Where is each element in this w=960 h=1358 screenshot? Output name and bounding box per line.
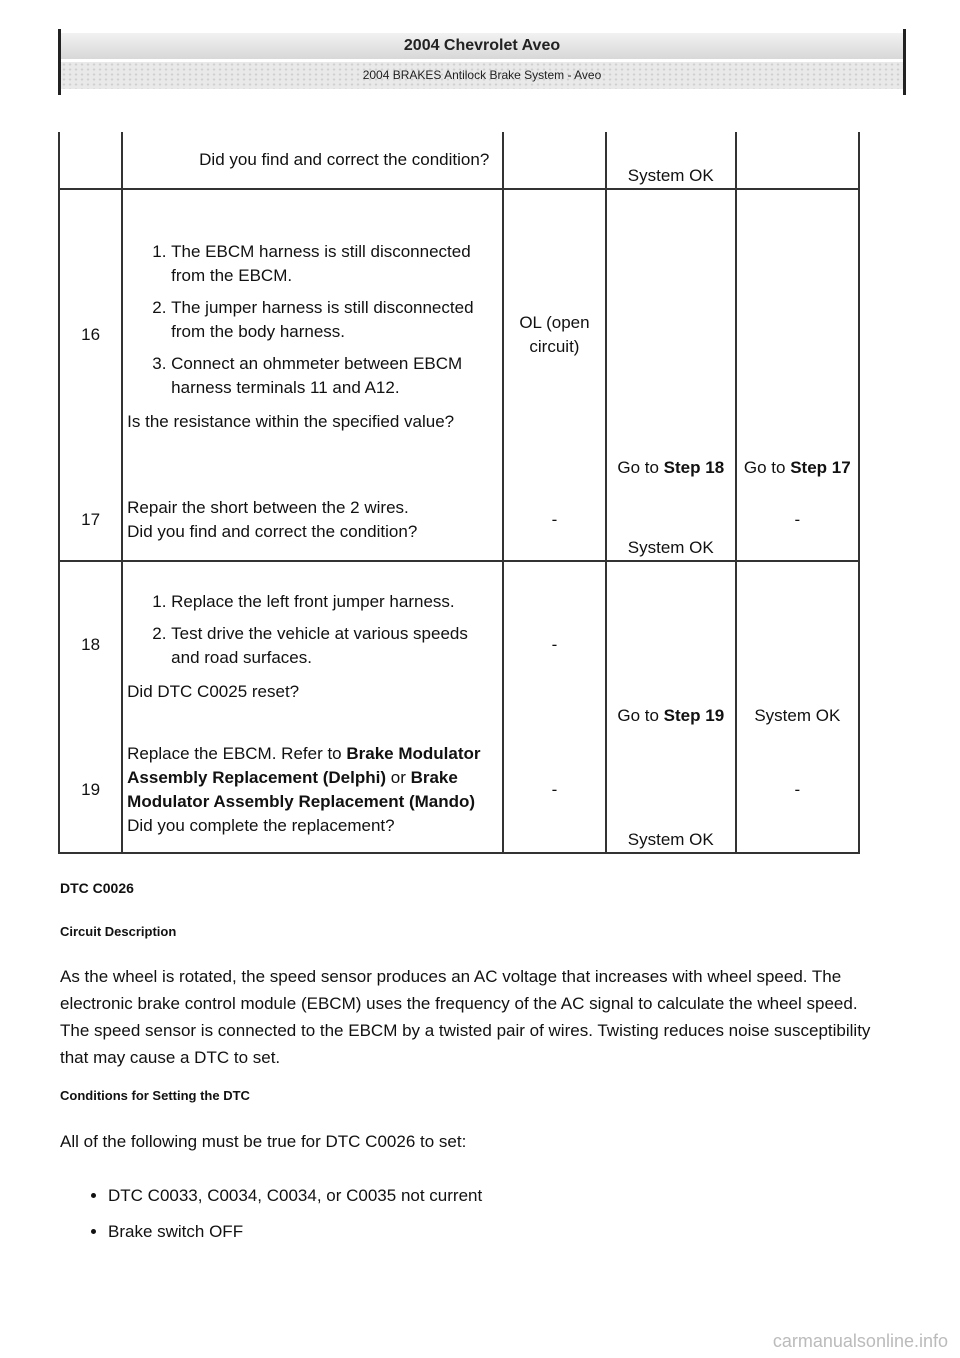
yes-prefix: Go to bbox=[617, 458, 664, 477]
list-item: 2. Test drive the vehicle at various speeds and road surfaces. bbox=[171, 622, 498, 670]
no-cell: - bbox=[736, 480, 859, 561]
action-cell bbox=[122, 561, 503, 728]
yes-step-link[interactable]: Step 19 bbox=[663, 706, 725, 725]
dtc-heading: DTC C0026 bbox=[60, 880, 134, 896]
action-list bbox=[127, 590, 498, 670]
yes-step-link[interactable]: Step 18 bbox=[663, 458, 725, 477]
header-title: 2004 Chevrolet Aveo bbox=[61, 33, 903, 59]
question-text: Did you find and correct the condition? bbox=[127, 522, 418, 541]
value-cell: OL (open circuit) bbox=[503, 189, 606, 480]
value-cell bbox=[503, 132, 606, 189]
value-cell: - bbox=[503, 728, 606, 853]
no-cell: - bbox=[736, 728, 859, 853]
value-cell: - bbox=[503, 480, 606, 561]
step-number: 17 bbox=[59, 480, 122, 561]
header-subtitle: 2004 BRAKES Antilock Brake System - Aveo bbox=[61, 62, 903, 89]
list-item: • DTC C0033, C0034, C0034, or C0035 not current bbox=[108, 1178, 482, 1214]
no-prefix: Go to bbox=[743, 458, 791, 477]
no-cell bbox=[736, 189, 859, 480]
yes-text: System OK bbox=[627, 166, 714, 185]
question-text: Did you complete the replacement? bbox=[127, 816, 395, 835]
action-list bbox=[127, 240, 498, 400]
action-text: Replace the EBCM. Refer to bbox=[127, 744, 347, 763]
step-number: 16 bbox=[59, 189, 122, 480]
no-step-link[interactable]: Step 17 bbox=[790, 458, 851, 477]
action-cell bbox=[122, 132, 503, 189]
yes-cell bbox=[606, 561, 736, 728]
mando-link[interactable]: Brake Modulator Assembly Replacement (Mando) bbox=[127, 768, 476, 811]
page-header bbox=[58, 29, 906, 95]
table-row bbox=[59, 132, 859, 189]
table-row bbox=[59, 561, 859, 728]
circuit-description-heading: Circuit Description bbox=[60, 924, 177, 939]
circuit-description-text: As the wheel is rotated, the speed sensor produces an AC voltage that increases with wheel speed. The electronic brake control module (EBCM) uses the frequency of the AC signal to calculate the wheel speed. The speed sensor is connected to the EBCM by a twisted pair of wires. Twisting reduces noise susceptibility that may cause a DTC to set. bbox=[60, 967, 871, 1067]
no-text: System OK bbox=[754, 706, 841, 725]
step-cell bbox=[59, 132, 122, 189]
watermark: carmanualsonline.info bbox=[772, 1331, 948, 1351]
step-number: 19 bbox=[59, 728, 122, 853]
yes-prefix: Go to bbox=[617, 706, 664, 725]
question-text: Is the resistance within the specified value? bbox=[127, 412, 455, 431]
action-cell bbox=[122, 480, 503, 561]
conditions-heading: Conditions for Setting the DTC bbox=[60, 1088, 250, 1103]
no-cell bbox=[736, 561, 859, 728]
delphi-link[interactable]: Brake Modulator Assembly Replacement (Delphi) bbox=[127, 744, 481, 787]
list-item: 3. Connect an ohmmeter between EBCM harness terminals 11 and A12. bbox=[171, 352, 498, 400]
table-row bbox=[59, 189, 859, 480]
list-item: • Brake switch OFF bbox=[108, 1214, 482, 1250]
yes-text: System OK bbox=[627, 538, 714, 557]
action-text: Repair the short between the 2 wires. bbox=[127, 498, 409, 517]
list-item: 2. The jumper harness is still disconnected from the body harness. bbox=[171, 296, 498, 344]
no-cell bbox=[736, 132, 859, 189]
value-cell: - bbox=[503, 561, 606, 728]
conditions-intro: All of the following must be true for DTC C0026 to set: bbox=[60, 1132, 467, 1151]
yes-cell bbox=[606, 480, 736, 561]
step-number: 18 bbox=[59, 561, 122, 728]
question-text: Did you find and correct the condition? bbox=[199, 150, 490, 169]
action-cell bbox=[122, 728, 503, 853]
conditions-list bbox=[60, 1178, 482, 1250]
question-text: Did DTC C0025 reset? bbox=[127, 682, 300, 701]
yes-cell bbox=[606, 132, 736, 189]
action-cell bbox=[122, 189, 503, 480]
table-row bbox=[59, 728, 859, 853]
diagnostic-table bbox=[58, 132, 860, 854]
yes-cell bbox=[606, 728, 736, 853]
yes-text: System OK bbox=[627, 830, 714, 849]
yes-cell bbox=[606, 189, 736, 480]
list-item: 1. Replace the left front jumper harness. bbox=[171, 590, 498, 614]
action-text: or bbox=[386, 768, 411, 787]
list-item: 1. The EBCM harness is still disconnected from the EBCM. bbox=[171, 240, 498, 288]
table-row bbox=[59, 480, 859, 561]
